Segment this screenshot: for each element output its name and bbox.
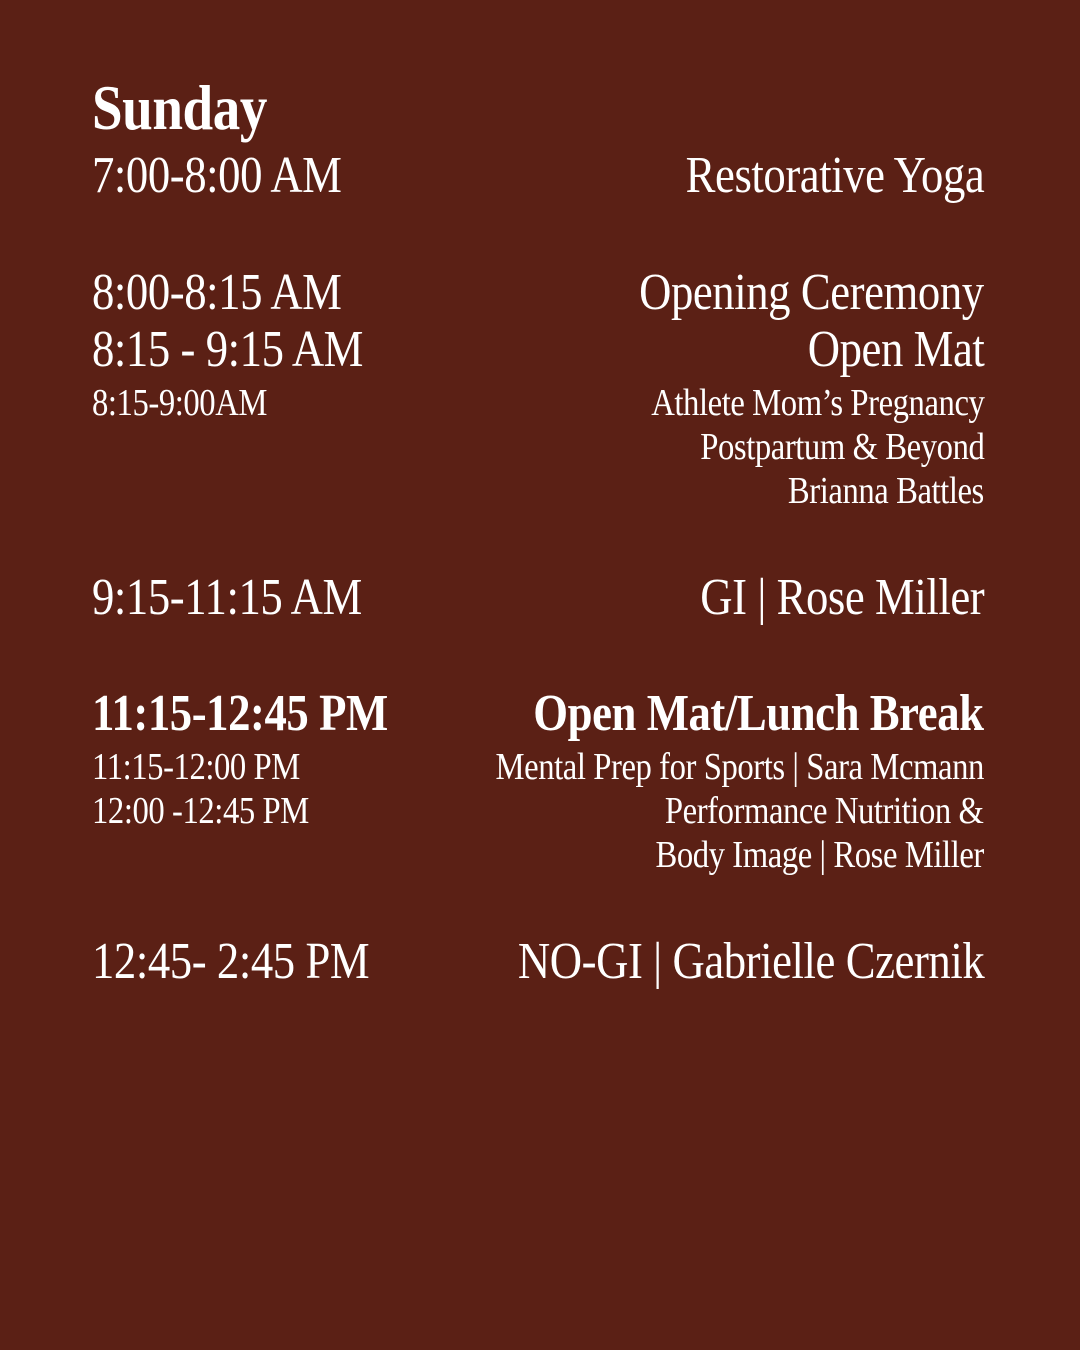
sub-slot-title: Performance Nutrition & bbox=[665, 790, 984, 832]
slot-time: 7:00-8:00 AM bbox=[92, 147, 342, 204]
slot-title: Restorative Yoga bbox=[685, 147, 984, 204]
sub-slot-time: 8:15-9:00AM bbox=[92, 382, 268, 424]
day-heading: Sunday bbox=[92, 72, 267, 143]
slot-time: 8:15 - 9:15 AM bbox=[92, 321, 364, 378]
slot-title: Opening Ceremony bbox=[639, 264, 984, 321]
sub-slot-speaker: Brianna Battles bbox=[788, 470, 984, 512]
sub-slot-time: 12:00 -12:45 PM bbox=[92, 790, 309, 832]
sub-slot-title: Athlete Mom’s Pregnancy bbox=[650, 382, 984, 424]
sub-slot-title: Mental Prep for Sports | Sara Mcmann bbox=[495, 746, 984, 788]
sub-slot-title: Body Image | Rose Miller bbox=[655, 834, 984, 876]
slot-title: NO-GI | Gabrielle Czernik bbox=[517, 933, 984, 990]
slot-time: 11:15-12:45 PM bbox=[92, 685, 388, 742]
slot-time: 12:45- 2:45 PM bbox=[92, 933, 370, 990]
slot-title: GI | Rose Miller bbox=[699, 569, 984, 626]
sub-slot-time: 11:15-12:00 PM bbox=[92, 746, 300, 788]
sub-slot-title: Postpartum & Beyond bbox=[699, 426, 984, 468]
slot-time: 8:00-8:15 AM bbox=[92, 264, 342, 321]
slot-title: Open Mat bbox=[807, 321, 984, 378]
slot-time: 9:15-11:15 AM bbox=[92, 569, 362, 626]
slot-title: Open Mat/Lunch Break bbox=[533, 685, 984, 742]
